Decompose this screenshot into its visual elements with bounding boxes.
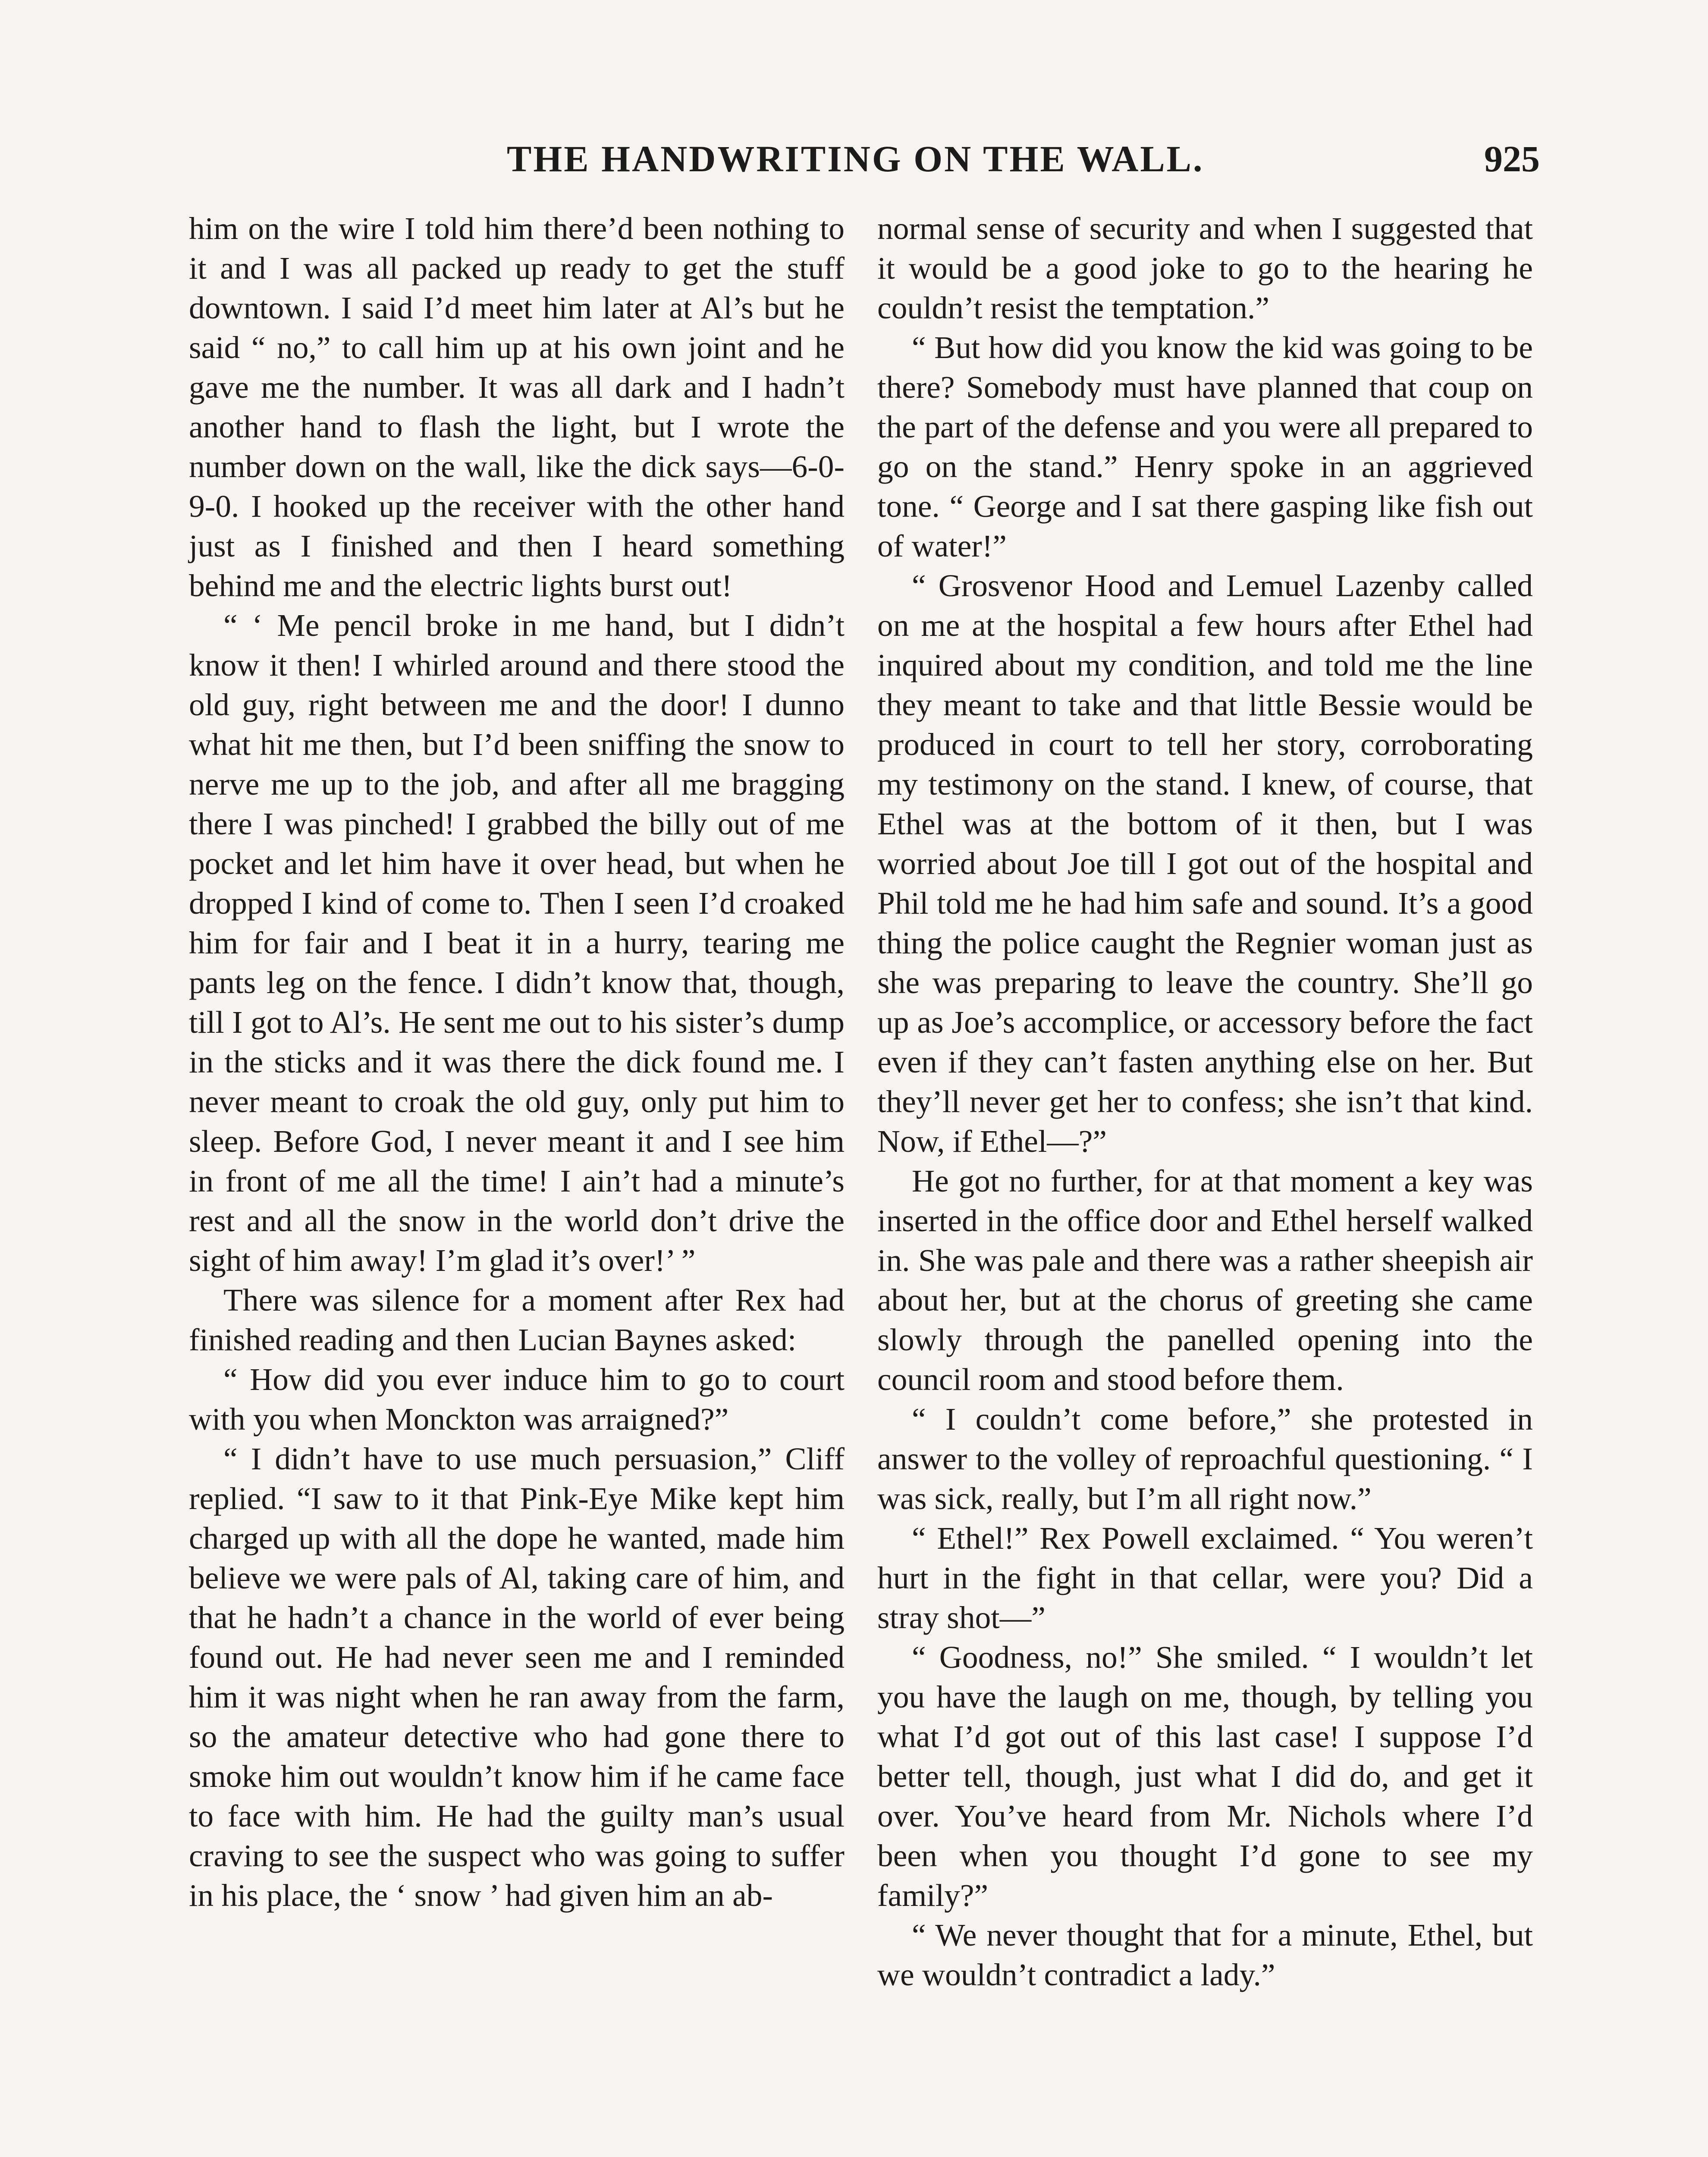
page-number: 925 [1484,138,1540,179]
paragraph: “ We never thought that for a minute, Ethel, but we wouldn’t contradict a lady.” [877,1918,1533,1992]
paragraph: “ I didn’t have to use much persuasion,” Cliff replied. “I saw to it that Pink-Eye Mike kept him charged up with all the dope he wanted, made him believe we were pals of Al, taking care of him, and that he hadn’t a chance in the world of ever being found out. He had never seen me and I reminded him it was night when he ran away from the farm, so the amateur detective who had gone there to smoke him out wouldn’t know him if he came face to face with him. He had the guilty man’s usual craving to see the suspect who was going to suffer in his place, the ‘ snow ’ had given him an ab- [189,1441,845,1913]
paragraph: “ Goodness, no!” She smiled. “ I wouldn’t let you have the laugh on me, though, by telling you what I’d got out of this last case! I suppose I’d better tell, though, just what I did do, and get it over. You’ve heard from Mr. Nichols where I’d been when you thought I’d gone to see my family?” [877,1640,1533,1913]
left-column [189,209,845,1915]
paragraph: “ I couldn’t come before,” she protested in answer to the volley of reproachful questioning. “ I was sick, really, but I’m all right now.” [877,1402,1533,1516]
paragraph: “ But how did you know the kid was going to be there? Somebody must have planned that coup on the part of the defense and you were all prepared to go on the stand.” Henry spoke in an aggrieved tone. “ George and I sat there gasping like fish out of water!” [877,330,1533,563]
paragraph: normal sense of security and when I suggested that it would be a good joke to go to the hearing he couldn’t resist the temptation.” [877,211,1533,325]
page-header [190,137,1540,189]
paragraph: him on the wire I told him there’d been nothing to it and I was all packed up ready to get the stuff downtown. I said I’d meet him later at Al’s but he said “ no,” to call him up at his own joint and he gave me the number. It was all dark and I hadn’t another hand to flash the light, but I wrote the number down on the wall, like the dick says—6-0-9-0. I hooked up the receiver with the other hand just as I finished and then I heard something behind me and the electric lights burst out! [189,211,845,603]
paragraph: “ How did you ever induce him to go to court with you when Monckton was arraigned?” [189,1362,845,1437]
paragraph: “ Grosvenor Hood and Lemuel Lazenby called on me at the hospital a few hours after Ethel had inquired about my condition, and told me the line they meant to take and that little Bessie would be produced in court to tell her story, corroborating my testimony on the stand. I knew, of course, that Ethel was at the bottom of it then, but I was worried about Joe till I got out of the hospital and Phil told me he had him safe and sound. It’s a good thing the police caught the Regnier woman just as she was preparing to leave the country. She’ll go up as Joe’s accomplice, or accessory before the fact even if they can’t fasten anything else on her. But they’ll never get her to confess; she isn’t that kind. Now, if Ethel—?” [877,568,1533,1159]
running-title: THE HANDWRITING ON THE WALL. [507,138,1204,179]
paragraph: He got no further, for at that moment a key was inserted in the office door and Ethel herself walked in. She was pale and there was a rather sheepish air about her, but at the chorus of greeting she came slowly through the panelled opening into the council room and stood before them. [877,1163,1533,1397]
right-column [877,209,1533,1995]
paragraph: “ ‘ Me pencil broke in me hand, but I didn’t know it then! I whirled around and there stood the old guy, right between me and the door! I dunno what hit me then, but I’d been sniffing the snow to nerve me up to the job, and after all me bragging there I was pinched! I grabbed the billy out of me pocket and let him have it over head, but when he dropped I kind of come to. Then I seen I’d croaked him for fair and I beat it in a hurry, tearing me pants leg on the fence. I didn’t know that, though, till I got to Al’s. He sent me out to his sister’s dump in the sticks and it was there the dick found me. I never meant to croak the old guy, only put him to sleep. Before God, I never meant it and I see him in front of me all the time! I ain’t had a minute’s rest and all the snow in the world don’t drive the sight of him away! I’m glad it’s over!’ ” [189,608,845,1278]
paragraph: There was silence for a moment after Rex had finished reading and then Lucian Baynes asked: [189,1283,845,1357]
paragraph: “ Ethel!” Rex Powell exclaimed. “ You weren’t hurt in the fight in that cellar, were you? Did a stray shot—” [877,1521,1533,1635]
